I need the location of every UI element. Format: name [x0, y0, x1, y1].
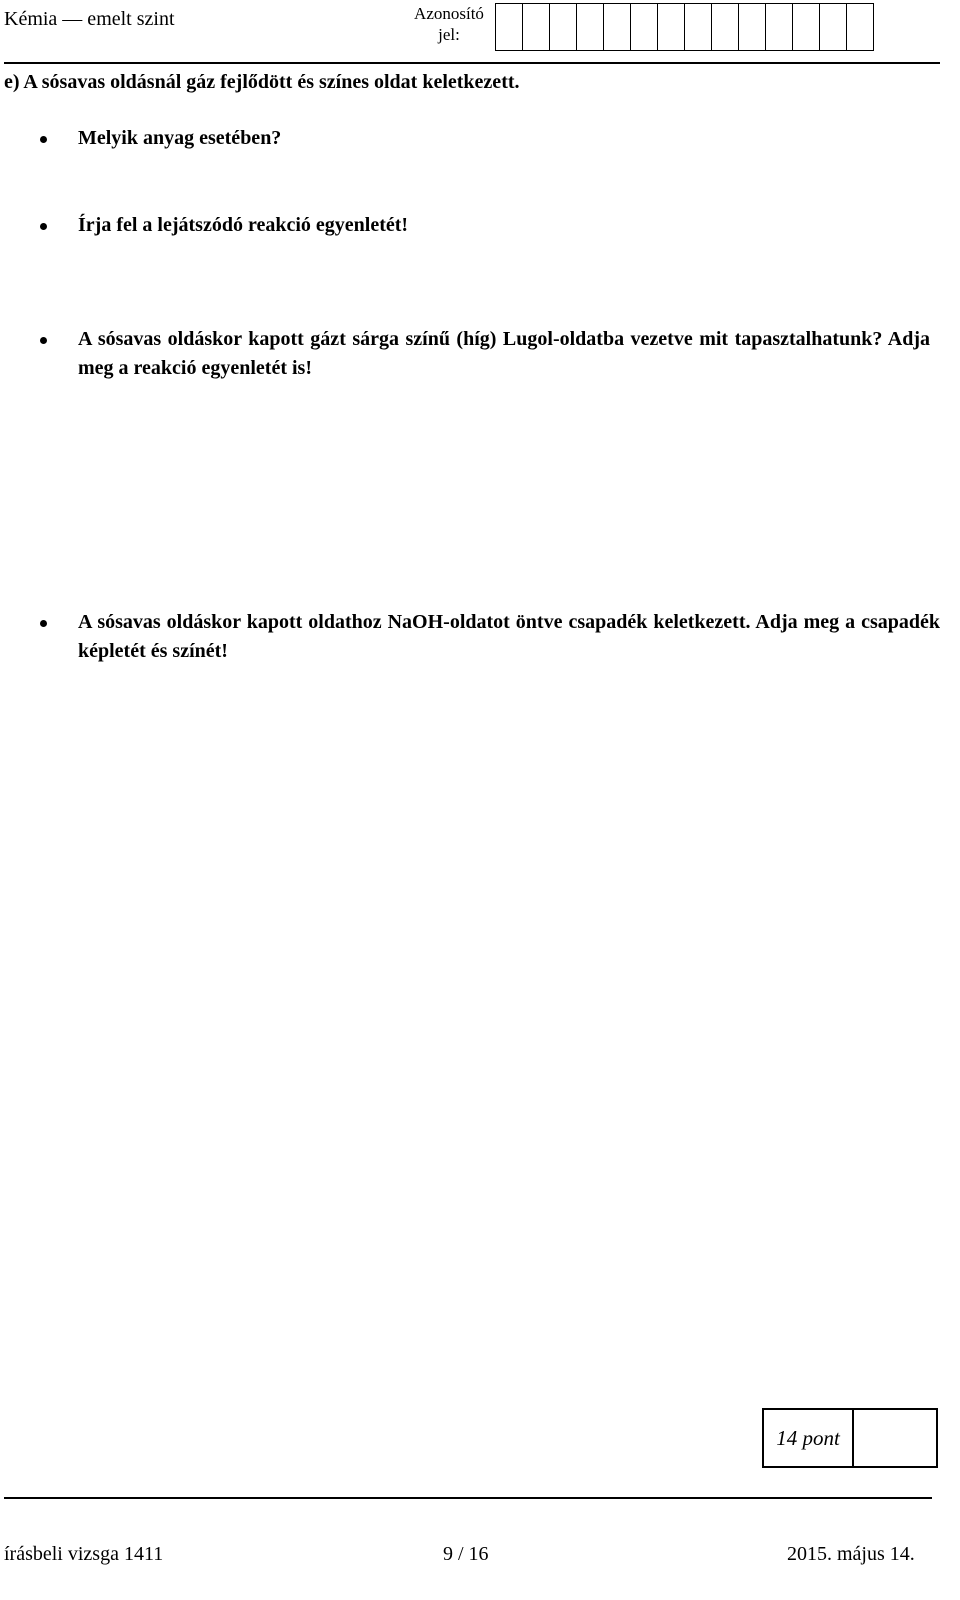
- id-code-box[interactable]: [846, 3, 874, 51]
- footer-page-number: 9 / 16: [443, 1543, 489, 1565]
- id-label-line2: jel:: [438, 25, 460, 44]
- footer-date: 2015. május 14.: [787, 1543, 915, 1565]
- id-code-box[interactable]: [630, 3, 658, 51]
- bullet-item-2: [40, 211, 930, 240]
- footer-exam-code: írásbeli vizsga 1411: [4, 1543, 164, 1565]
- id-label-line1: Azonosító: [414, 4, 484, 23]
- id-code-box[interactable]: [495, 3, 523, 51]
- bullet-text: Írja fel a lejátszódó reakció egyenletét!: [78, 214, 409, 236]
- bullet-text: A sósavas oldáskor kapott oldathoz NaOH-oldatot öntve csapadék keletkezett. Adja meg a csapadék képletét és színét!: [78, 611, 940, 662]
- score-label: 14 pont: [764, 1410, 854, 1466]
- id-code-box[interactable]: [711, 3, 739, 51]
- score-field[interactable]: [854, 1410, 936, 1466]
- bullet-item-1: [40, 124, 930, 153]
- id-code-boxes: [496, 3, 874, 51]
- id-code-box[interactable]: [522, 3, 550, 51]
- id-code-box[interactable]: [549, 3, 577, 51]
- id-code-box[interactable]: [819, 3, 847, 51]
- header-divider: [4, 62, 940, 64]
- score-box: [762, 1408, 938, 1468]
- id-code-box[interactable]: [576, 3, 604, 51]
- id-code-box[interactable]: [657, 3, 685, 51]
- bullet-item-4: [40, 608, 940, 666]
- id-code-box[interactable]: [603, 3, 631, 51]
- bullet-icon: [40, 136, 47, 143]
- bullet-icon: [40, 223, 47, 230]
- bullet-text: A sósavas oldáskor kapott gázt sárga színű (híg) Lugol-oldatba vezetve mit tapasztalhatunk? Adja meg a reakció egyenletét is!: [78, 328, 930, 379]
- bullet-text: Melyik anyag esetében?: [78, 127, 282, 149]
- bullet-icon: [40, 620, 47, 627]
- id-code-box[interactable]: [792, 3, 820, 51]
- id-code-box[interactable]: [684, 3, 712, 51]
- id-code-box[interactable]: [738, 3, 766, 51]
- footer-divider: [4, 1497, 932, 1499]
- id-label: [404, 3, 494, 45]
- bullet-icon: [40, 337, 47, 344]
- id-code-box[interactable]: [765, 3, 793, 51]
- bullet-item-3: [40, 325, 930, 383]
- header-title: Kémia — emelt szint: [4, 8, 175, 30]
- question-title: e) A sósavas oldásnál gáz fejlődött és színes oldat keletkezett.: [4, 71, 520, 93]
